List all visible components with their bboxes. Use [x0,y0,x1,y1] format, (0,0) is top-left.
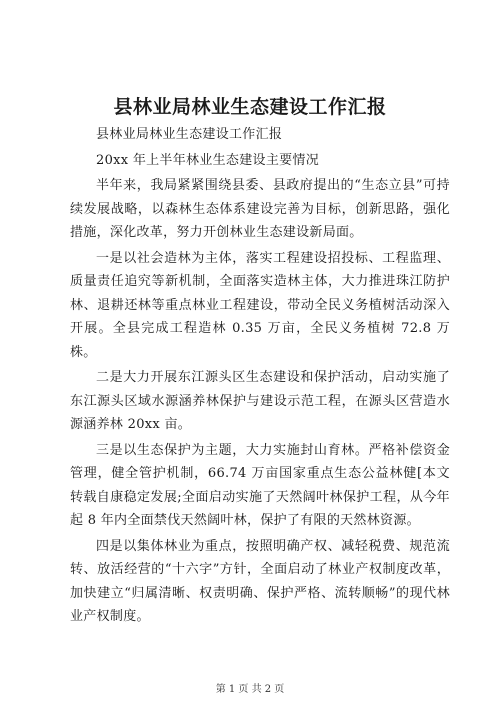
body-paragraph: 三是以生态保护为主题，大力实施封山育林。严格补偿资金管理，健全管护机制，66.74 万亩国家重点生态公益林健[本文转载自康稳定发展;全面启动实施了天然阔叶林保护工程，从今年起 8 年内全面禁伐天然阔叶林，保护了有限的天然林资源。 [70,442,450,528]
document-body [70,123,450,631]
body-paragraph: 一是以社会造林为主体，落实工程建设招投标、工程监理、质量责任追究等新机制，全面落实造林主体，大力推进珠江防护林、退耕还林等重点林业工程建设，带动全民义务植树活动深入开展。全县完成工程造林 0.35 万亩，全民义务植树 72.8 万株。 [70,250,450,360]
subtitle-paragraph: 县林业局林业生态建设工作汇报 [96,127,283,142]
body-paragraph: 半年来，我局紧紧围绕县委、县政府提出的“生态立县”可持续发展战略，以森林生态体系建设完善为目标，创新思路，强化措施，深化改革，努力开创林业生态建设新局面。 [70,178,450,240]
document-title: 县林业局林业生态建设工作汇报 [113,96,387,118]
body-paragraph: 四是以集体林业为重点，按照明确产权、减轻税费、规范流转、放活经营的“十六字”方针，全面启动了林业产权制度改革，加快建立“归属清晰、权责明确、保护严格、流转顺畅”的现代林业产权制度。 [70,538,450,624]
page-footer: 第 1 页 共 2 页 [215,684,285,695]
body-paragraph: 二是大力开展东江源头区生态建设和保护活动，启动实施了东江源头区域水源涵养林保护与建设示范工程，在源头区营造水源涵养林 20xx 亩。 [70,370,450,432]
section-heading: 20xx 年上半年林业生态建设主要情况 [96,152,320,168]
